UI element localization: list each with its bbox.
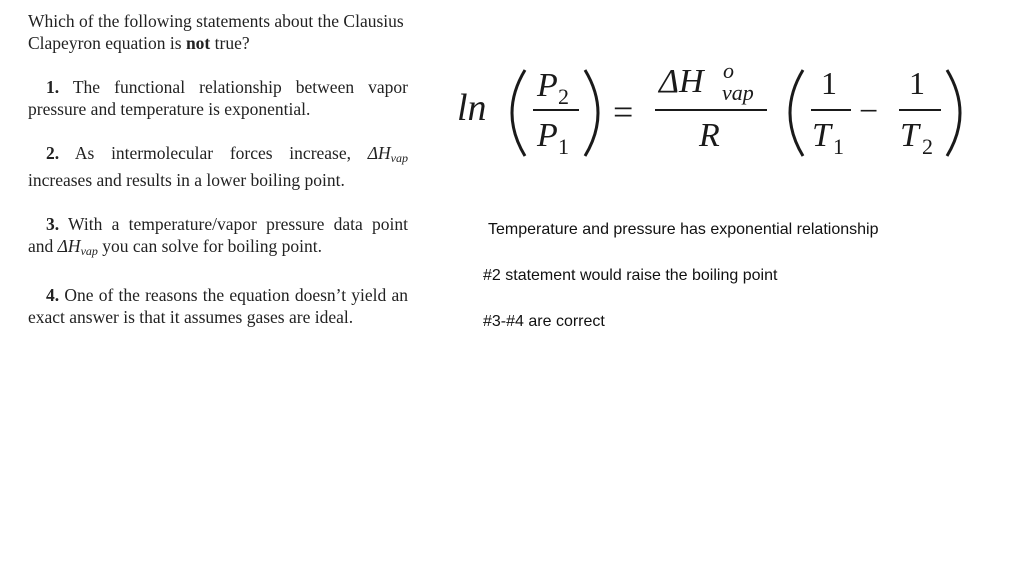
eq-paren-right-2 [947, 70, 960, 156]
eq-p1: P [537, 117, 558, 154]
statement-number: 3. [46, 214, 60, 234]
eq-paren-left-1 [512, 70, 525, 156]
eq-vap: vap [722, 80, 754, 105]
statement-text: increases and results in a lower boiling point. [28, 170, 345, 190]
answer-note-3: #3-#4 are correct [483, 313, 605, 330]
statement-text: you can solve for boiling point. [97, 236, 322, 256]
question-block [28, 10, 408, 350]
delta-h-symbol: ΔH [367, 143, 391, 163]
question-tail: true? [210, 33, 250, 53]
eq-p2-sub: 2 [558, 84, 569, 109]
eq-paren-right-1 [585, 70, 598, 156]
statement-text: One of the reasons the equation doesn’t yield an exact answer is that it assumes gases are ideal. [28, 285, 408, 327]
statement-text: With a temperature/vapor pressure data point and [28, 214, 408, 256]
statement-4 [28, 284, 408, 328]
eq-superscript-o: o [723, 58, 734, 83]
eq-r: R [699, 117, 720, 154]
eq-p1-sub: 1 [558, 134, 569, 159]
eq-minus: − [859, 93, 879, 130]
statement-3 [28, 213, 408, 262]
vap-subscript: vap [390, 151, 408, 165]
vap-subscript: vap [80, 244, 98, 258]
statement-2 [28, 142, 408, 191]
question-text [28, 10, 408, 54]
eq-equals: = [613, 92, 634, 132]
statement-1 [28, 76, 408, 120]
eq-one-a: 1 [821, 65, 837, 101]
eq-delta-h: ΔH [659, 63, 704, 100]
question-emphasis: not [185, 33, 211, 53]
eq-paren-left-2 [790, 70, 803, 156]
statement-text: The functional relationship between vapor pressure and temperature is exponential. [28, 77, 408, 119]
eq-one-b: 1 [909, 65, 925, 101]
question-lead: Which of the following statements about the Clausius Clapeyron equation is [28, 11, 404, 53]
answer-note-2: #2 statement would raise the boiling point [483, 267, 778, 284]
eq-t2-sub: 2 [922, 134, 933, 159]
eq-t1-sub: 1 [833, 134, 844, 159]
eq-ln: ln [457, 87, 487, 129]
eq-t1: T [812, 117, 831, 154]
statement-text: As intermolecular forces increase, [74, 143, 368, 163]
eq-p2: P [537, 67, 558, 104]
delta-h-symbol: ΔH [57, 236, 81, 256]
answer-note-1: Temperature and pressure has exponential relationship [488, 221, 879, 238]
statement-number: 1. [46, 77, 60, 97]
clausius-clapeyron-equation [455, 58, 975, 168]
statement-number: 4. [46, 285, 60, 305]
eq-t2: T [900, 117, 919, 154]
statement-number: 2. [46, 143, 60, 163]
